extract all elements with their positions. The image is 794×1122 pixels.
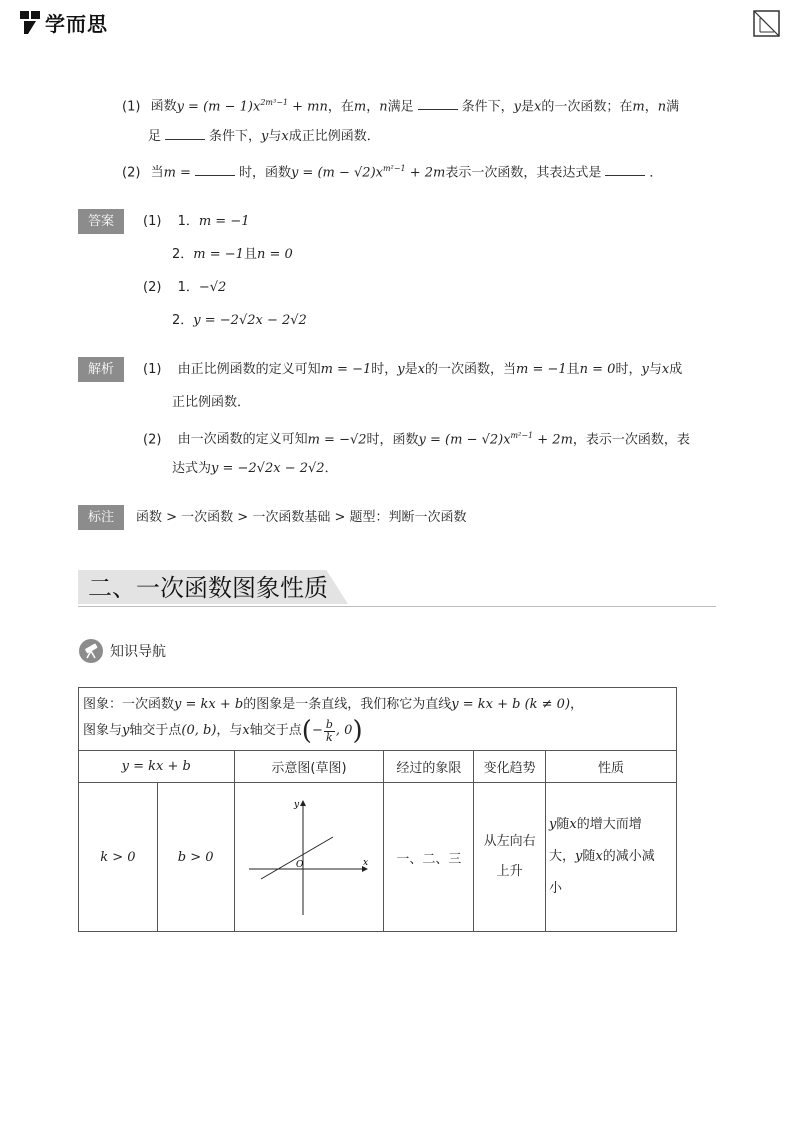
section-divider xyxy=(78,606,716,607)
question-1-line-1: (1) 函数$y = (m - 1)x^{2m^3-1}$ + mn，在m，n满足 条件下，y是x的一次函数；在m，n满 xyxy=(122,98,680,115)
analysis-1-line-2: 正比例函数． xyxy=(172,395,251,410)
y-axis-label: y xyxy=(293,800,300,810)
blank-3[interactable] xyxy=(195,163,235,176)
intercept-point: ( − $\frac{b}{k}$ , 0 ) xyxy=(301,716,363,746)
analysis-1-line-1: (1) 由正比例函数的定义可知m = −1时，y是x的一次函数，当m = −1且n = 0时，y与x成 xyxy=(143,362,683,377)
knowledge-path: 函数 > 一次函数 > 一次函数基础 > 题型：判断一次函数 xyxy=(136,510,467,525)
cell-k: k > 0 xyxy=(79,783,158,932)
cell-property: y随x的增大而增 大，y随x的减小减 小 xyxy=(546,783,677,932)
x-axis-label: x xyxy=(362,858,369,868)
header-property: 性质 xyxy=(546,751,677,783)
blank-2[interactable] xyxy=(165,127,205,140)
corner-ruler-icon xyxy=(752,8,782,38)
header-trend: 变化趋势 xyxy=(474,751,546,783)
logo-mark-icon xyxy=(18,9,42,35)
intro-line-2: 图象与 y 轴交于点 (0, b) ，与 x 轴交于点 ( − $\frac{b}{k}$ , 0 ) xyxy=(83,716,363,746)
blank-4[interactable] xyxy=(605,163,645,176)
header-quadrants: 经过的象限 xyxy=(384,751,474,783)
header-expression: y = kx + b xyxy=(79,751,235,783)
section-title: 二、一次函数图象性质 xyxy=(88,574,328,602)
brand-logo xyxy=(18,8,108,36)
answer-2-item-1: (2) 1．−√2 xyxy=(143,280,227,295)
analysis-tag: 解析 xyxy=(78,357,124,382)
origin-label: O xyxy=(295,860,304,870)
answer-1-item-1: (1) 1．m = −1 xyxy=(143,214,250,229)
table-intro-row xyxy=(79,688,677,751)
cell-trend: 从左向右 上升 xyxy=(474,783,546,932)
function-line xyxy=(261,837,333,879)
cell-quadrants: 一、二、三 xyxy=(384,783,474,932)
analysis-2-line-1: (2) 由一次函数的定义可知m = −√2时，函数$y = (m - √2)x^{m^2-1} + 2m$，表示一次函数，表 xyxy=(143,431,690,448)
table-row xyxy=(79,783,677,932)
header-sketch: 示意图(草图) xyxy=(234,751,384,783)
logo-text: 学而思 xyxy=(45,11,108,36)
line-sketch-graph xyxy=(239,795,379,919)
cell-b: b > 0 xyxy=(157,783,234,932)
answer-1-item-2: 2．m = −1且n = 0 xyxy=(172,247,293,262)
blank-1[interactable] xyxy=(418,97,458,110)
knowledge-table xyxy=(78,687,677,932)
answer-tag: 答案 xyxy=(78,209,124,234)
telescope-icon xyxy=(78,638,104,664)
knowledge-nav-label: 知识导航 xyxy=(110,644,166,660)
answer-2-item-2: 2．y = −2√2x − 2√2 xyxy=(172,313,307,328)
knowledge-nav xyxy=(78,638,166,664)
intro-line-1: 图象：一次函数y = kx + b的图象是一条直线，我们称它为直线y = kx + b (k ≠ 0)， xyxy=(83,697,584,712)
table-intro-cell xyxy=(79,688,677,751)
question-1-line-2: 足 条件下，y与x成正比例函数． xyxy=(148,129,380,144)
cell-sketch xyxy=(234,783,384,932)
analysis-2-line-2: 达式为y = −2√2x − 2√2． xyxy=(172,461,338,476)
note-tag: 标注 xyxy=(78,505,124,530)
question-2: (2) 当m = 时，函数$y = (m - √2)x^{m^2-1} + 2m$表示一次函数，其表达式是 ． xyxy=(122,164,663,181)
table-header-row xyxy=(79,751,677,783)
